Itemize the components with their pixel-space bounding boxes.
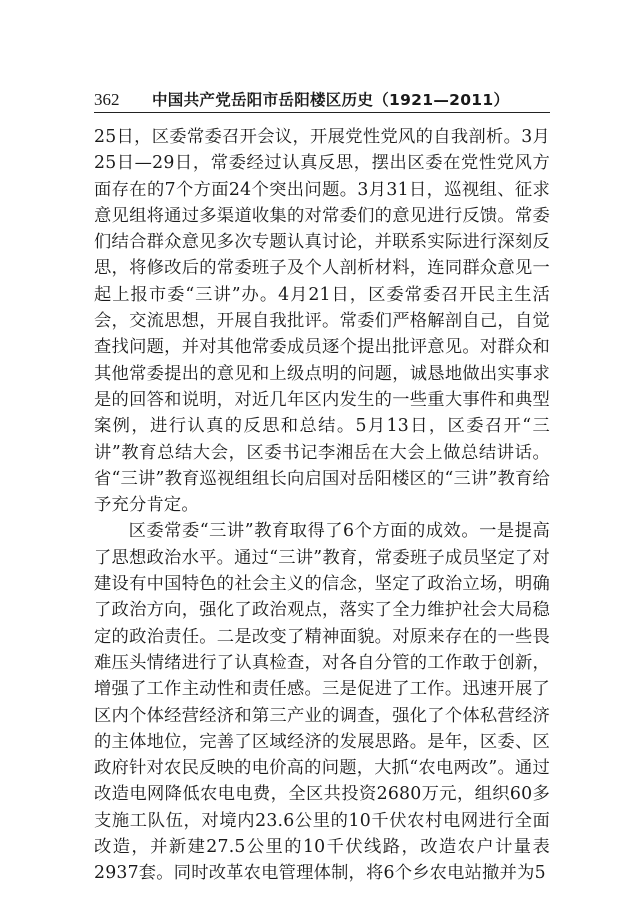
header-rule xyxy=(94,112,550,113)
page-number: 362 xyxy=(94,90,120,109)
running-title: 中国共产党岳阳市岳阳楼区历史（1921—2011） xyxy=(152,91,510,109)
paragraph-2: 区委常委“三讲”教育取得了6个方面的成效。一是提高了思想政治水平。通过“三讲”教育，常委班子成员坚定了对建设有中国特色的社会主义的信念，坚定了政治立场，明确了政治方向，强化了政治观点，落实了全力维护社会大局稳定的政治责任。二是改变了精神面貌。对原来存在的一些畏难压头情绪进行了认真检查，对各自分管的工作敢于创新，增强了工作主动性和责任感。三是促进了工作。迅速开展了区内个体经营经济和第三产业的调查，强化了个体私营经济的主体地位，完善了区域经济的发展思路。是年，区委、区政府针对农民反映的电价高的问题，大抓“农电两改”。通过改造电网降低农电电费，全区共投资2680万元，组织60多支施工队伍，对境内23.6公里的10千伏农村电网进行全面改造，并新建27.5公里的10千伏线路，改造农户计量表2937套。同时改革农电管理体制，将6个乡农电站撤并为5 xyxy=(94,521,550,884)
body-text xyxy=(94,124,550,887)
paragraph-1: 25日，区委常委召开会议，开展党性党风的自我剖析。3月25日—29日，常委经过认真反思，摆出区委在党性党风方面存在的7个方面24个突出问题。3月31日，巡视组、征求意见组将通过多渠道收集的对常委们的意见进行反馈。常委们结合群众意见多次专题认真讨论，并联系实际进行深刻反思，将修改后的常委班子及个人剖析材料，连同群众意见一起上报市委“三讲”办。4月21日，区委常委召开民主生活会，交流思想，开展自我批评。常委们严格解剖自己，自觉查找问题，并对其他常委成员逐个提出批评意见。对群众和其他常委提出的意见和上级点明的问题，诚恳地做出实事求是的回答和说明，对近几年区内发生的一些重大事件和典型案例，进行认真的反思和总结。5月13日，区委召开“三讲”教育总结大会，区委书记李湘岳在大会上做总结讲话。省“三讲”教育巡视组组长向启国对岳阳楼区的“三讲”教育给予充分肯定。 xyxy=(94,127,550,516)
page-header xyxy=(94,84,550,110)
